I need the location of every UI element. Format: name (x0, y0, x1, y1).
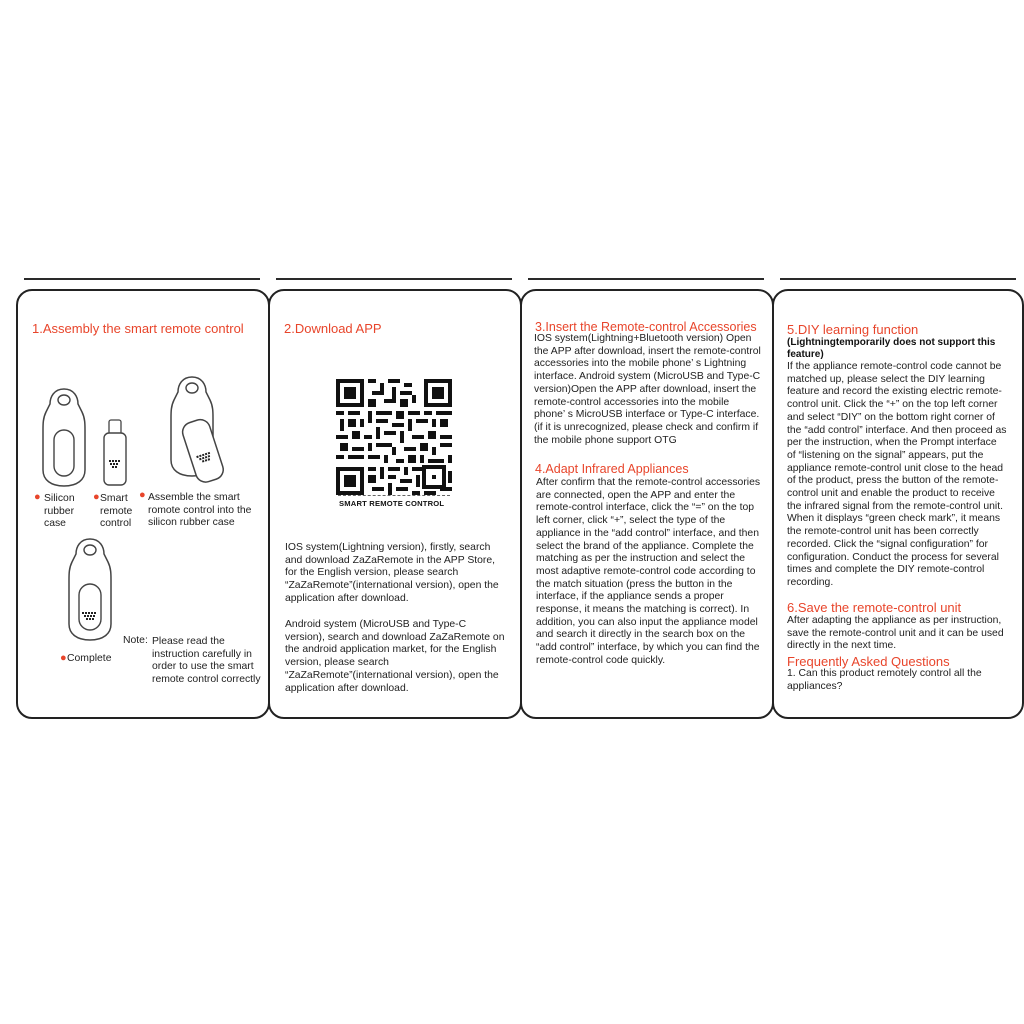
adapt-heading: 4.Adapt Infrared Appliances (535, 462, 689, 476)
insert-text: IOS system(Lightning+Bluetooth version) Open the APP after download, insert the remote-control accessories into the mobile phone’ s Lightning interface. Android system (MicroUSB and Type-C version)Open the APP after download, insert the remote-control accessories into the mobile phone’ s MicroUSB interface or Type-C interface.(if it is unrecognized, please check and confirm if the mobile phone support OTG (534, 333, 761, 446)
download-android-text: Android system (MicroUSB and Type-C version), search and download ZaZaRemote on the android application market, for the English version, please search “ZaZaRemote”(international version), open the application after download. (285, 619, 505, 694)
complete-illustration (66, 536, 114, 644)
label-assemble: Assemble the smart romote control into the silicon rubber case (148, 492, 252, 529)
top-rule-2 (276, 278, 512, 280)
qr-caption: SMART REMOTE CONTROL (339, 499, 445, 508)
note-text: Please read the instruction carefully in order to use the smart remote control correctly (152, 636, 261, 686)
faq-heading: Frequently Asked Questions (787, 654, 950, 669)
top-rule-3 (528, 278, 764, 280)
label-silicon-case: Silicon rubber case (44, 493, 75, 530)
top-rule-4 (780, 278, 1016, 280)
diy-text: If the appliance remote-control code cannot be matched up, please select the DIY learning feature and record the existing electric remote-control unit. Click the “+” on the top left corner and select “DIY” on the bottom right corner of the “add control” interface. And then proceed as per the instruction, when the Prompt interface of “listening on the signal” appears, put the appliance remote-control unit close to the head of the product, press the button of the remote-control unit and enable the product to receive the infrared signal from the remote-control unit. When it displays “green check mark”, it means the remote-control unit has been correctly recorded. Click the “signal configuration” for configuration. Conduct the process for several times and complete the DIY remote-control recording. (787, 361, 1007, 588)
bullet-dot: ● (93, 491, 100, 503)
bullet-dot: ● (60, 652, 67, 664)
qr-code (336, 379, 452, 495)
diy-heading: 5.DIY learning function (787, 322, 919, 337)
bullet-dot: ● (34, 491, 41, 503)
top-rule-1 (24, 278, 260, 280)
label-smart-remote: Smart remote control (100, 493, 133, 530)
save-text: After adapting the appliance as per instruction, save the remote-control unit and it can be used directly in the next time. (787, 615, 1004, 652)
download-heading: 2.Download APP (284, 321, 382, 336)
download-ios-text: IOS system(Lightning version), firstly, search and download ZaZaRemote in the APP Store, for the English version, please search “ZaZaRemote”(international version), open the application after download. (285, 542, 499, 604)
qr-dotted-rule (338, 495, 450, 496)
note-label: Note: (123, 635, 148, 646)
bullet-dot: ● (139, 489, 146, 501)
adapt-text: After confirm that the remote-control accessories are connected, open the APP and enter the remote-control interface, click the “=” on the top left corner, click “+”, select the type of the appliance in the “add control” interface, and then select the brand of the appliance. Complete the matching as per the instruction and select the most adaptive remote-control code according to the match situation (press the button in the interface, if the appliance sends a proper response, it means the matching is correct). In addition, you can also input the appliance model and search it directly in the search box on the “add control” interface, by which you can find the remote-control code quickly. (536, 477, 761, 666)
label-complete: Complete (67, 653, 112, 664)
assemble-illustration (168, 374, 228, 494)
silicon-case-illustration (40, 386, 88, 488)
smart-remote-illustration (100, 418, 130, 488)
insert-heading: 3.Insert the Remote-control Accessories (535, 320, 757, 334)
assembly-heading: 1.Assembly the smart remote control (32, 321, 244, 336)
save-heading: 6.Save the remote-control unit (787, 600, 962, 615)
diy-subnote: (Lightningtemporarily does not support this feature) (787, 337, 996, 360)
faq-item-1: 1. Can this product remotely control all the appliances? (787, 668, 982, 692)
